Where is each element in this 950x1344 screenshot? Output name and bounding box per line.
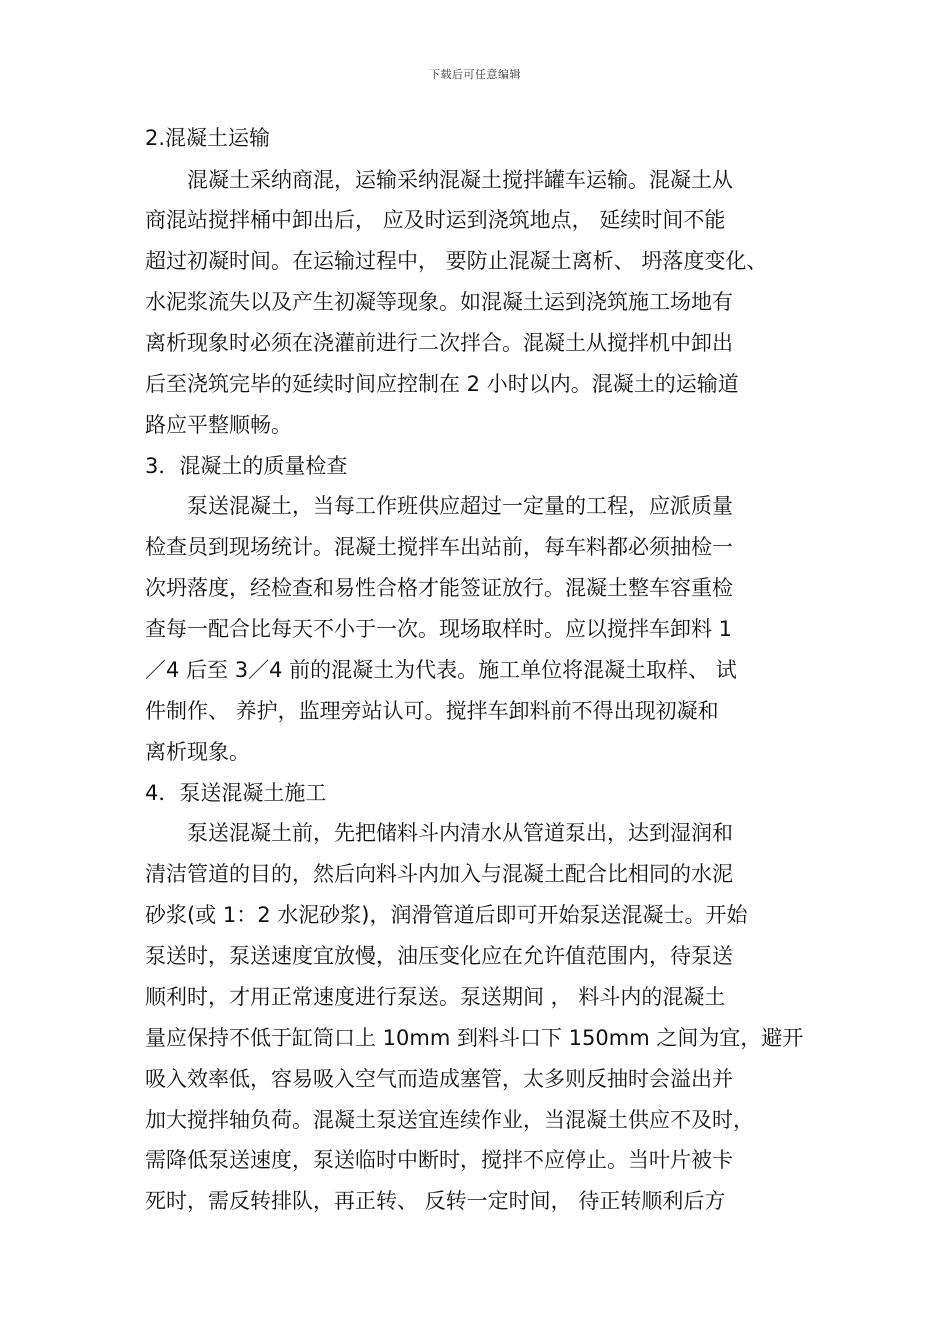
text-line: 加大搅拌轴负荷。混凝土泵送宜连续作业，当混凝土供应不及时， <box>145 1108 754 1132</box>
text-line: 离析现象时必须在浇灌前进行二次拌合。混凝土从搅拌机中卸出 <box>145 331 733 355</box>
text-line: 需降低泵送速度，泵送临时中断时，搅拌不应停止。当叶片被卡 <box>145 1148 733 1172</box>
text-line: 检查员到现场统计。混凝土搅拌车出站前，每车料都必须抽检一 <box>145 535 733 559</box>
text-line: 件制作、 养护，监理旁站认可。搅拌车卸料前不得出现初凝和 <box>145 699 719 723</box>
text-line: 死时，需反转排队，再正转、 反转一定时间， 待正转顺利后方 <box>145 1189 726 1213</box>
text-line: 泵送时，泵送速度宜放慢，油压变化应在允许值范围内，待泵送 <box>145 944 733 968</box>
text-line: 泵送混凝土，当每工作班供应超过一定量的工程，应派质量 <box>145 494 733 518</box>
text-line: 砂浆(或 1：2 水泥砂浆)，润滑管道后即可开始泵送混凝士。开始 <box>145 903 748 927</box>
text-line: 水泥浆流失以及产生初凝等现象。如混凝土运到浇筑施工场地有 <box>145 290 733 314</box>
text-line: 清洁管道的目的，然后向料斗内加入与混凝土配合比相同的水泥 <box>145 862 733 886</box>
text-line: 路应平整顺畅。 <box>145 413 292 437</box>
text-line: 混凝土采纳商混，运输采纳混凝土搅拌罐车运输。混凝土从 <box>145 168 733 192</box>
section-heading: 3．混凝土的质量检查 <box>145 454 348 478</box>
text-line: 泵送混凝土前，先把储料斗内清水从管道泵出，达到湿润和 <box>145 821 733 845</box>
text-line: ／4 后至 3／4 前的混凝土为代表。施工单位将混凝土取样、 试 <box>145 658 737 682</box>
section-heading: 4．泵送混凝土施工 <box>145 781 327 805</box>
text-line: 量应保持不低于缸筒口上 10mm 到料斗口下 150mm 之间为宜，避开 <box>145 1026 804 1050</box>
text-line: 次坍落度，经检查和易性合格才能签证放行。混凝土整车容重检 <box>145 576 733 600</box>
section-heading: 2.混凝土运输 <box>145 126 271 150</box>
text-line: 超过初凝时间。在运输过程中， 要防止混凝土离析、 坍落度变化、 <box>145 249 768 273</box>
page-header: 下载后可任意编辑 <box>429 68 521 81</box>
text-line: 离析现象。 <box>145 740 250 764</box>
text-line: 吸入效率低，容易吸入空气而造成塞管，太多则反抽时会溢出并 <box>145 1067 733 1091</box>
text-line: 商混站搅拌桶中卸出后， 应及时运到浇筑地点， 延续时间不能 <box>145 208 726 232</box>
text-line: 顺利时，才用正常速度进行泵送。泵送期间 ， 料斗内的混凝土 <box>145 985 726 1009</box>
text-line: 查每一配合比每天不小于一次。现场取样时。应以搅拌车卸料 1 <box>145 617 733 641</box>
text-line: 后至浇筑完毕的延续时间应控制在 2 小时以内。混凝土的运输道 <box>145 372 739 396</box>
